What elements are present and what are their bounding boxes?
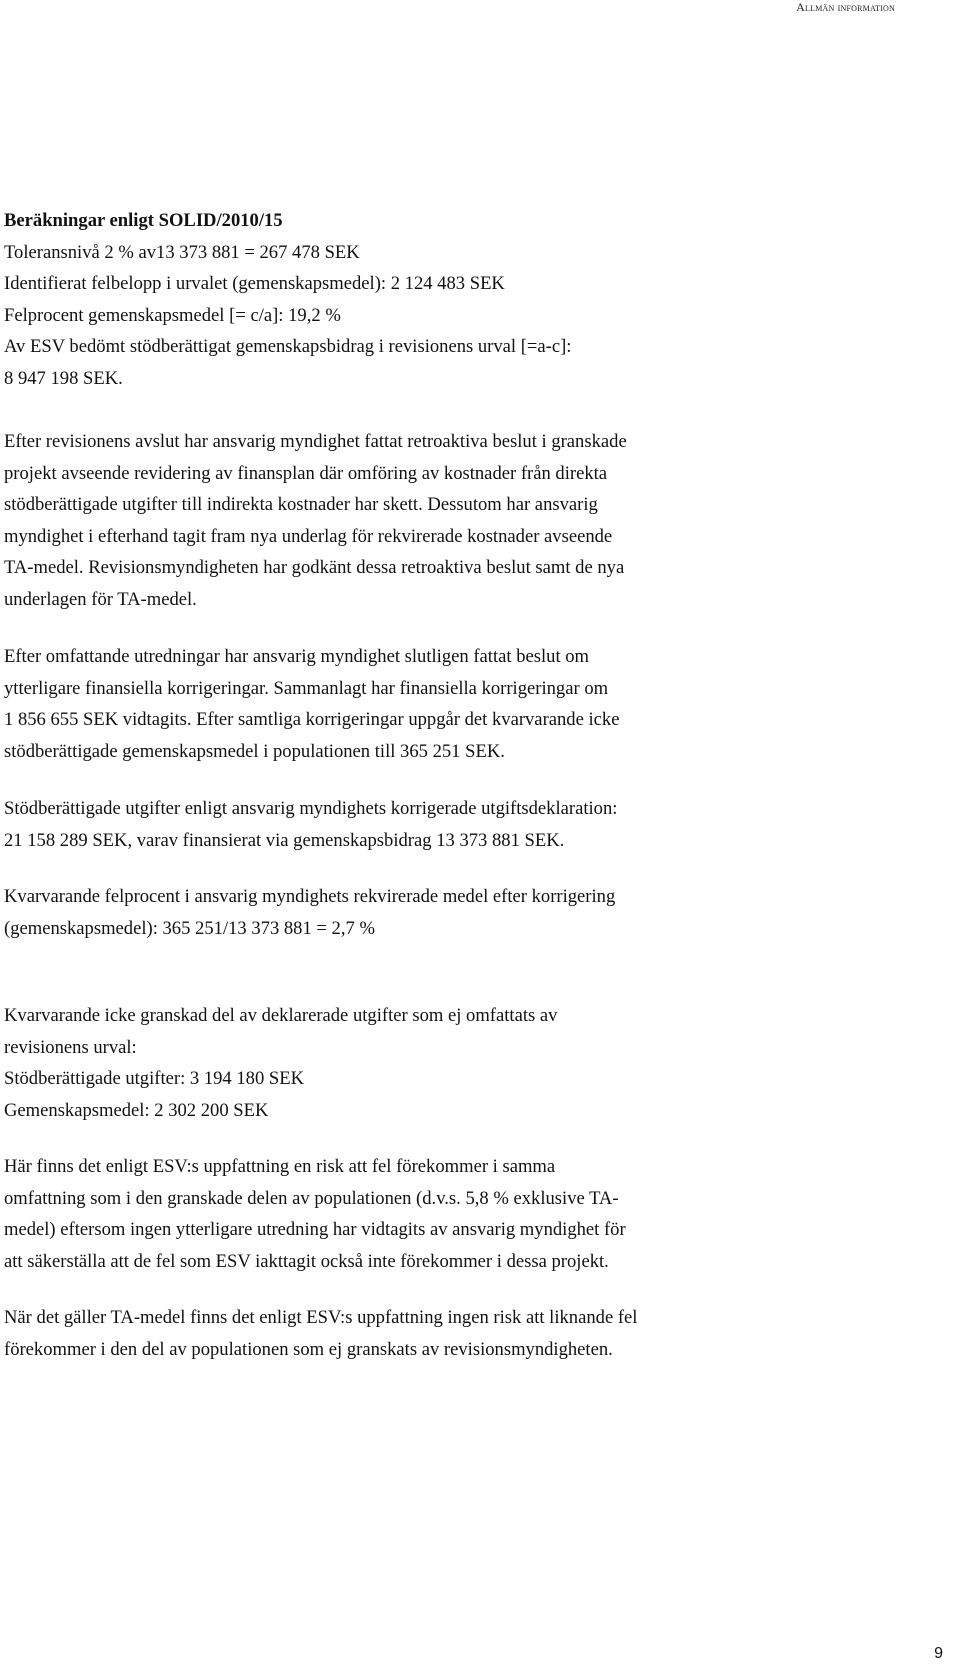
paragraph-line: Efter revisionens avslut har ansvarig myndighet fattat retroaktiva beslut i granskade [4, 431, 627, 452]
paragraph-line: revisionens urval: [4, 1036, 137, 1058]
paragraph-line: TA-medel. Revisionsmyndigheten har godkänt dessa retroaktiva beslut samt de nya [4, 557, 625, 578]
calculation-line: 8 947 198 SEK. [4, 367, 123, 389]
paragraph-line: Gemenskapsmedel: 2 302 200 SEK [4, 1099, 269, 1121]
paragraph-line: ytterligare finansiella korrigeringar. Sammanlagt har finansiella korrigeringar om [4, 677, 609, 699]
paragraph-line: Efter omfattande utredningar har ansvarig myndighet slutligen fattat beslut om [4, 646, 590, 667]
paragraph-line: (gemenskapsmedel): 365 251/13 373 881 = 2,7 % [4, 917, 375, 939]
paragraph-line: stödberättigade gemenskapsmedel i populationen till 365 251 SEK. [4, 740, 505, 762]
page-number: 9 [934, 1645, 943, 1662]
paragraph-line: stödberättigade utgifter till indirekta kostnader har skett. Dessutom har ansvarig [4, 494, 598, 515]
calculation-heading: Beräkningar enligt SOLID/2010/15 [4, 210, 283, 231]
document-classification-label: Allmän information [796, 0, 895, 14]
paragraph-line: Kvarvarande felprocent i ansvarig myndighets rekvirerade medel efter korrigering [4, 886, 616, 907]
paragraph-line: Här finns det enligt ESV:s uppfattning en risk att fel förekommer i samma [4, 1156, 556, 1177]
paragraph-line: omfattning som i den granskade delen av populationen (d.v.s. 5,8 % exklusive TA- [4, 1187, 619, 1209]
paragraph-line: myndighet i efterhand tagit fram nya underlag för rekvirerade kostnader avseende [4, 525, 613, 547]
calculation-section [4, 205, 804, 394]
document-body [4, 205, 804, 1365]
paragraph-residual-error-rate [4, 881, 804, 944]
paragraph-line: När det gäller TA-medel finns det enligt ESV:s uppfattning ingen risk att liknande fel [4, 1307, 638, 1328]
paragraph-line: projekt avseende revidering av finansplan där omföring av kostnader från direkta [4, 462, 608, 484]
paragraph-ta-funds [4, 1302, 804, 1365]
paragraph-line: 21 158 289 SEK, varav finansierat via gemenskapsbidrag 13 373 881 SEK. [4, 829, 565, 851]
paragraph-line: underlagen för TA-medel. [4, 588, 197, 610]
paragraph-risk-assessment [4, 1151, 804, 1277]
paragraph-line: Stödberättigade utgifter: 3 194 180 SEK [4, 1068, 305, 1089]
paragraph-financial-corrections [4, 641, 804, 767]
paragraph-line: förekommer i den del av populationen som ej granskats av revisionsmyndigheten. [4, 1338, 613, 1360]
paragraph-eligible-expenditure [4, 793, 804, 856]
paragraph-line: Stödberättigade utgifter enligt ansvarig myndighets korrigerade utgiftsdeklaration: [4, 798, 618, 819]
paragraph-line: Kvarvarande icke granskad del av deklarerade utgifter som ej omfattats av [4, 1005, 558, 1026]
paragraph-retroactive-decisions [4, 426, 804, 615]
paragraph-unaudited-part [4, 1000, 804, 1126]
calculation-line: Toleransnivå 2 % av13 373 881 = 267 478 SEK [4, 241, 360, 263]
paragraph-line: medel) eftersom ingen ytterligare utredning har vidtagits av ansvarig myndighet för [4, 1219, 626, 1240]
calculation-line: Av ESV bedömt stödberättigat gemenskapsbidrag i revisionens urval [=a-c]: [4, 336, 572, 357]
paragraph-line: att säkerställa att de fel som ESV iakttagit också inte förekommer i dessa projekt. [4, 1250, 609, 1272]
paragraph-line: 1 856 655 SEK vidtagits. Efter samtliga korrigeringar uppgår det kvarvarande icke [4, 709, 620, 730]
calculation-line: Identifierat felbelopp i urvalet (gemenskapsmedel): 2 124 483 SEK [4, 273, 505, 294]
calculation-line: Felprocent gemenskapsmedel [= c/a]: 19,2 % [4, 304, 341, 326]
